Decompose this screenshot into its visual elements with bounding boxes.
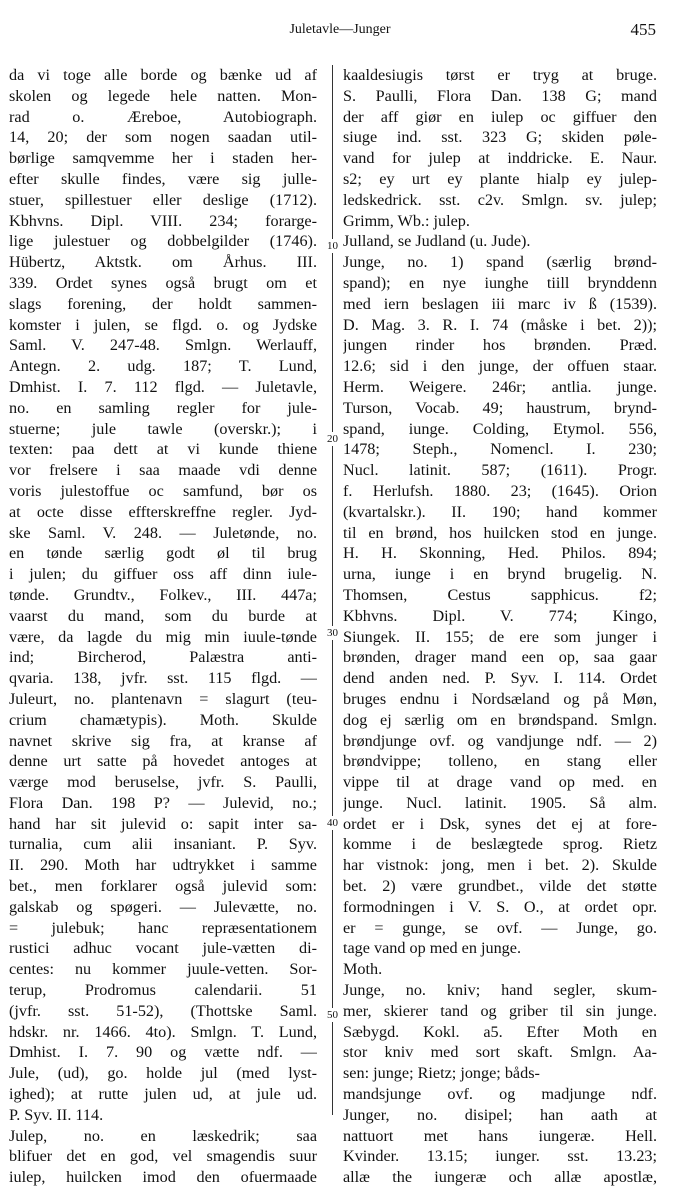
text-line: denne urt satte på hovedet antoges at (9, 752, 317, 771)
text-line: II. 290. Moth har udtrykket i samme (9, 856, 317, 875)
text-line: lige julestuer og dobbelgilder (1746). (9, 232, 317, 251)
text-line: efter skulle findes, være sig julle- (9, 169, 317, 188)
text-line: i julen; du giffuer oss aff dinn iule- (9, 565, 317, 584)
text-line: (kvartalskr.). II. 190; hand kommer (343, 502, 657, 521)
text-line: at octe disse effterskreffne regler. Jyd- (9, 502, 317, 521)
text-line: bet. 2) være grundbet., vilde det støtte (343, 877, 657, 896)
text-line: Juleurt, no. plantenavn = slagurt (teu- (9, 689, 317, 708)
text-line: = julebuk; hanc repræsentationem (9, 918, 317, 937)
text-line: vaarst du mand, som du burde at (9, 606, 317, 625)
text-line: blifuer det en god, vel smagendis suur (9, 1147, 317, 1166)
text-line: qvaria. 138, jvfr. sst. 115 flgd. — (9, 669, 317, 688)
text-line: tønde. Grundtv., Folkev., III. 447a; (9, 585, 317, 604)
text-line: voris julestoffue oc samfund, bør os (9, 481, 317, 500)
text-line: stuer, spillestuer eller deslige (1712). (9, 190, 317, 209)
text-line: no. en samling regler for jule- (9, 398, 317, 417)
text-line: s2; ey urt ey plante hialp ey julep- (343, 169, 657, 188)
text-line: rustici adhuc vocant jule-vætten di- (9, 939, 317, 958)
text-line: mandsjunge ovf. og madjunge ndf. (343, 1085, 657, 1104)
text-line: børlige samqvemme her i staden her- (9, 149, 317, 168)
text-line: Hübertz, Aktstk. om Århus. III. (9, 253, 317, 272)
text-line: Herm. Weigere. 246r; antlia. junge. (343, 377, 657, 396)
text-line: bruges endnu i Nordsæland og på Møn, (343, 689, 657, 708)
left-column (9, 65, 317, 1188)
text-line: siuge ind. sst. 323 G; skiden pøle- (343, 128, 657, 147)
text-line: ordet er i Dsk, synes det ej at fore- (343, 814, 657, 833)
text-line: Saml. V. 247-48. Smlgn. Werlauff, (9, 336, 317, 355)
page-header (0, 20, 680, 46)
text-line: D. Mag. 3. R. I. 74 (måske i bet. 2)); (343, 315, 657, 334)
text-line: ind; Bircherod, Palæstra anti- (9, 648, 317, 667)
text-line: urna, iunge i en brynd brugelig. N. (343, 565, 657, 584)
text-line: ledskedrick. sst. c2v. Smlgn. sv. julep; (343, 190, 657, 209)
text-line: brøndvippe; tolleno, en stang eller (343, 752, 657, 771)
text-line: nattuort met hans iungeræ. Hell. (343, 1126, 657, 1145)
text-line: 339. Ordet synes også brugt om et (9, 273, 317, 292)
text-line: kaaldesiugis tørst er tryg at bruge. (343, 66, 657, 84)
text-line: har vistnok: jong, men i bet. 2). Skulde (343, 856, 657, 875)
text-line: Kvinder. 13.15; iunger. sst. 13.23; (343, 1147, 657, 1166)
text-line: navnet skrive sig fra, at kranse af (9, 731, 317, 750)
text-line: brønden, drager mand een op, saa gaar (343, 648, 657, 667)
text-line: allæ the iungeræ och allæ apostlæ, (343, 1168, 657, 1187)
text-line: slags forening, der holdt sammen- (9, 294, 317, 313)
text-line: galskab og spøgeri. — Julevætte, no. (9, 897, 317, 916)
text-line: junge. Nucl. latinit. 1905. Så alm. (343, 793, 657, 812)
text-line: vippe til at drage vand op med. en (343, 773, 657, 792)
page-number: 455 (630, 20, 656, 39)
text-line: S. Paulli, Flora Dan. 138 G; mand (343, 86, 657, 105)
text-line: Nucl. latinit. 587; (1611). Progr. (343, 461, 657, 480)
line-number-20: 20 (327, 433, 338, 445)
running-head: Juletavle—Junger (289, 22, 391, 37)
text-line: Julep, no. en læskedrik; saa (9, 1126, 317, 1145)
text-line: ighed); at rutte julen ud, at jule ud. (9, 1085, 317, 1104)
text-line: stor kniv med sort skaft. Smlgn. Aa- (343, 1043, 657, 1062)
text-line: hand har sit julevid o: sapit inter sa- (9, 814, 317, 833)
text-line: formodningen i V. S. O., at ordet opr. (343, 897, 657, 916)
text-line: Antegn. 2. udg. 187; T. Lund, (9, 357, 317, 376)
text-line: Dmhist. I. 7. 112 flgd. — Juletavle, (9, 377, 317, 396)
text-line: crium chamætypis). Moth. Skulde (9, 710, 317, 729)
text-line: Dmhist. I. 7. 90 og vætte ndf. — (9, 1043, 317, 1062)
text-line: komster i julen, se flgd. o. og Jydske (9, 315, 317, 334)
text-line: (jvfr. sst. 51-52), (Thottske Saml. (9, 1001, 317, 1020)
text-line: Flora Dan. 198 P? — Julevid, no.; (9, 793, 317, 812)
text-line: mer, skierer tand og griber til sin junge. (343, 1001, 657, 1020)
text-line: hdskr. nr. 1466. 4to). Smlgn. T. Lund, (9, 1022, 317, 1041)
line-number-30: 30 (327, 627, 338, 639)
text-line: tage vand op med en junge. (343, 939, 522, 958)
text-line: ske Saml. V. 248. — Juletønde, no. (9, 523, 317, 542)
text-line: vor frelsere i saa maade vdi denne (9, 461, 317, 480)
text-line: f. Herlufsh. 1880. 23; (1645). Orion (343, 481, 657, 500)
text-line: 1478; Steph., Nomencl. I. 230; (343, 440, 657, 459)
text-line: Kbhvns. Dipl. VIII. 234; forarge- (9, 211, 317, 230)
text-line: brøndjunge ovf. og vandjunge ndf. — 2) (343, 731, 657, 750)
text-line: Junge, no. kniv; hand segler, skum- (343, 981, 657, 1000)
text-line: 14, 20; der som nogen saadan util- (9, 128, 317, 147)
text-line: H. H. Skonning, Hed. Philos. 894; (343, 544, 657, 563)
text-line: texten: paa dett at vi kunde thiene (9, 440, 317, 459)
column-divider (332, 65, 333, 1115)
text-line: dend anden ned. P. Syv. I. 114. Ordet (343, 669, 657, 688)
text-line: en tønde særlig godt øl til brug (9, 544, 317, 563)
text-line: værge mod beruselse, jvfr. S. Paulli, (9, 773, 317, 792)
text-line: jungen rinder hos brønden. Præd. (343, 336, 657, 355)
text-line: stuerne; jule tawle (overskr.); i (9, 419, 317, 438)
text-line: spand); en nye iunghe tiill brynddenn (343, 273, 657, 292)
text-line: P. Syv. II. 114. (9, 1105, 104, 1124)
text-line: komme i de beslægtede sprog. Rietz (343, 835, 657, 854)
text-line: sen: junge; Rietz; jonge; båds- (343, 1064, 540, 1083)
text-line: med iern beslagen iii marc iv ß (1539). (343, 294, 657, 313)
text-line: turnalia, cum alii insaniant. P. Syv. (9, 835, 317, 854)
text-line: rad o. Æreboe, Autobiograph. (9, 107, 317, 126)
text-line: vand for julep at inddricke. E. Naur. (343, 149, 657, 168)
text-line: Kbhvns. Dipl. V. 774; Kingo, (343, 606, 657, 625)
text-line: spand, iunge. Colding, Etymol. 556, (343, 419, 657, 438)
line-number-10: 10 (327, 240, 338, 252)
text-line: centes: nu kommer juule-vetten. Sor- (9, 960, 317, 979)
line-number-40: 40 (327, 817, 338, 829)
text-line: 12.6; sid i den junge, der offuen staar. (343, 357, 657, 376)
text-line: terup, Prodromus calendarii. 51 (9, 981, 317, 1000)
text-line: bet., men forklarer også julevid som: (9, 877, 317, 896)
text-line: dog ej særlig om en brøndspand. Smlgn. (343, 710, 657, 729)
text-line: til en brønd, hos huilcken stod en junge. (343, 523, 657, 542)
text-line: er = gunge, se ovf. — Junge, go. (343, 918, 657, 937)
text-line: Grimm, Wb.: julep. (343, 211, 470, 230)
text-line: være, da lagde du mig min iuule-tønde (9, 627, 317, 646)
text-line: Turson, Vocab. 49; haustrum, brynd- (343, 398, 657, 417)
text-line: Thomsen, Cestus sapphicus. f2; (343, 585, 657, 604)
text-line: Julland, se Judland (u. Jude). (343, 232, 531, 251)
text-line: da vi toge alle borde og bænke ud af (9, 66, 317, 84)
text-line: Moth. (343, 960, 383, 979)
text-line: skolen og legede hele natten. Mon- (9, 86, 317, 105)
text-line: Junge, no. 1) spand (særlig brønd- (343, 253, 657, 272)
right-column (343, 65, 657, 1188)
text-line: Junger, no. disipel; han aath at (343, 1105, 657, 1124)
line-number-50: 50 (327, 1009, 338, 1021)
text-line: Siungek. II. 155; de ere som junger i (343, 627, 657, 646)
text-line: iulep, huilcken imod den ofuermaade (9, 1168, 317, 1187)
text-line: Sæbygd. Kokl. a5. Efter Moth en (343, 1022, 657, 1041)
text-line: der aff giør en iulep oc giffuer den (343, 107, 657, 126)
text-line: Jule, (ud), go. holde jul (med lyst- (9, 1064, 317, 1083)
